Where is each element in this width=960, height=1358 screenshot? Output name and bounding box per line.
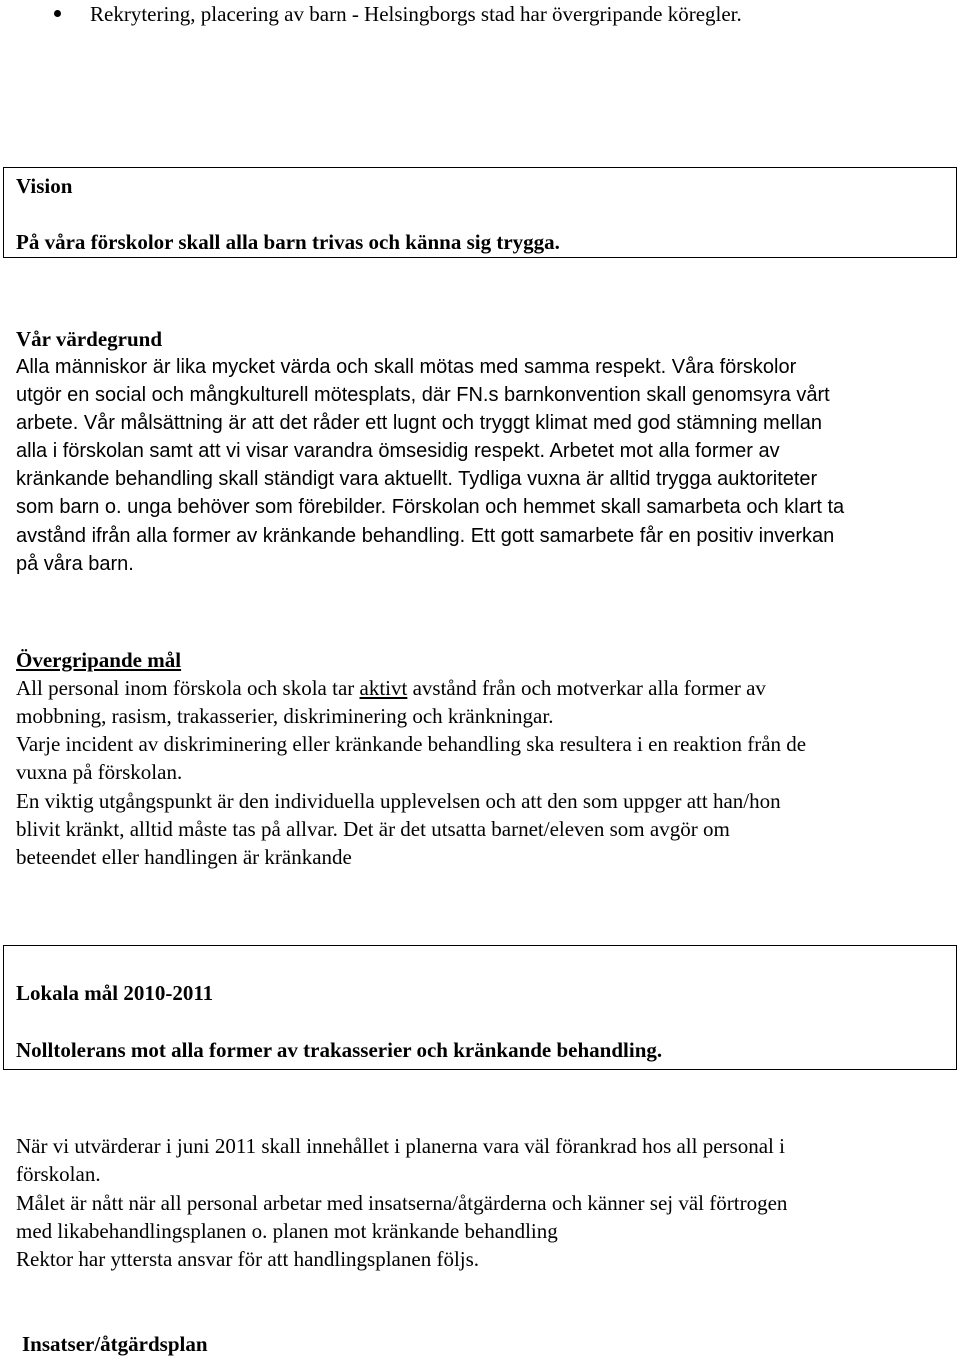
overgripande-line: En viktig utgångspunkt är den individuella upplevelsen och att den som uppger att han/hon xyxy=(16,789,781,813)
lokala-mal-title: Lokala mål 2010-2011 xyxy=(16,981,214,1005)
vision-box xyxy=(3,167,957,258)
vision-statement: På våra förskolor skall alla barn trivas och känna sig trygga. xyxy=(16,230,560,254)
emphasis-aktivt: aktivt xyxy=(359,676,408,700)
utvardering-line: med likabehandlingsplanen o. planen mot kränkande behandling xyxy=(16,1219,558,1243)
lokala-mal-statement: Nolltolerans mot alla former av trakasserier och kränkande behandling. xyxy=(16,1038,663,1062)
utvardering-line: Rektor har yttersta ansvar för att handlingsplanen följs. xyxy=(16,1247,480,1271)
bullet-item-rekrytering: Rekrytering, placering av barn - Helsingborgs stad har övergripande köregler. xyxy=(90,2,742,26)
vision-title: Vision xyxy=(16,174,73,198)
lokala-mal-box xyxy=(3,945,957,1070)
overgripande-line: beteendet eller handlingen är kränkande xyxy=(16,845,352,869)
overgripande-line: Varje incident av diskriminering eller kränkande behandling ska resultera i en reaktion från de xyxy=(16,732,807,756)
insatser-heading: Insatser/åtgärdsplan xyxy=(22,1332,208,1356)
utvardering-line: förskolan. xyxy=(16,1162,101,1186)
vardegrund-line: Alla människor är lika mycket värda och skall mötas med samma respekt. Våra förskolor xyxy=(16,356,797,378)
overgripande-line: mobbning, rasism, trakasserier, diskriminering och kränkningar. xyxy=(16,704,554,728)
vardegrund-line: utgör en social och mångkulturell mötesplats, där FN.s barnkonvention skall genomsyra vårt xyxy=(16,384,830,406)
vardegrund-line: kränkande behandling skall ständigt vara aktuellt. Tydliga vuxna är alltid trygga auktoriteter xyxy=(16,468,818,490)
utvardering-line: När vi utvärderar i juni 2011 skall innehållet i planerna vara väl förankrad hos all personal i xyxy=(16,1134,785,1158)
overgripande-line: vuxna på förskolan. xyxy=(16,760,183,784)
vardegrund-line: arbete. Vår målsättning är att det råder ett lugnt och tryggt klimat med god stämning mellan xyxy=(16,412,822,434)
overgripande-line: blivit kränkt, alltid måste tas på allvar. Det är det utsatta barnet/eleven som avgör om xyxy=(16,817,730,841)
bullet-dot xyxy=(54,10,61,17)
vardegrund-heading: Vår värdegrund xyxy=(16,327,163,351)
vardegrund-line: på våra barn. xyxy=(16,553,134,575)
vardegrund-line: som barn o. unga behöver som förebilder. Förskolan och hemmet skall samarbeta och klart ta xyxy=(16,496,845,518)
overgripande-heading: Övergripande mål xyxy=(16,648,182,672)
overgripande-line-start: All personal inom förskola och skola tar xyxy=(16,676,360,700)
overgripande-line xyxy=(16,674,766,702)
overgripande-line-end: avstånd från och motverkar alla former av xyxy=(407,676,766,700)
vardegrund-line: alla i förskolan samt att vi visar varandra ömsesidig respekt. Arbetet mot alla former av xyxy=(16,440,780,462)
utvardering-line: Målet är nått när all personal arbetar med insatserna/åtgärderna och känner sej väl förtrogen xyxy=(16,1191,788,1215)
vardegrund-line: avstånd ifrån alla former av kränkande behandling. Ett gott samarbete får en positiv inverkan xyxy=(16,525,835,547)
